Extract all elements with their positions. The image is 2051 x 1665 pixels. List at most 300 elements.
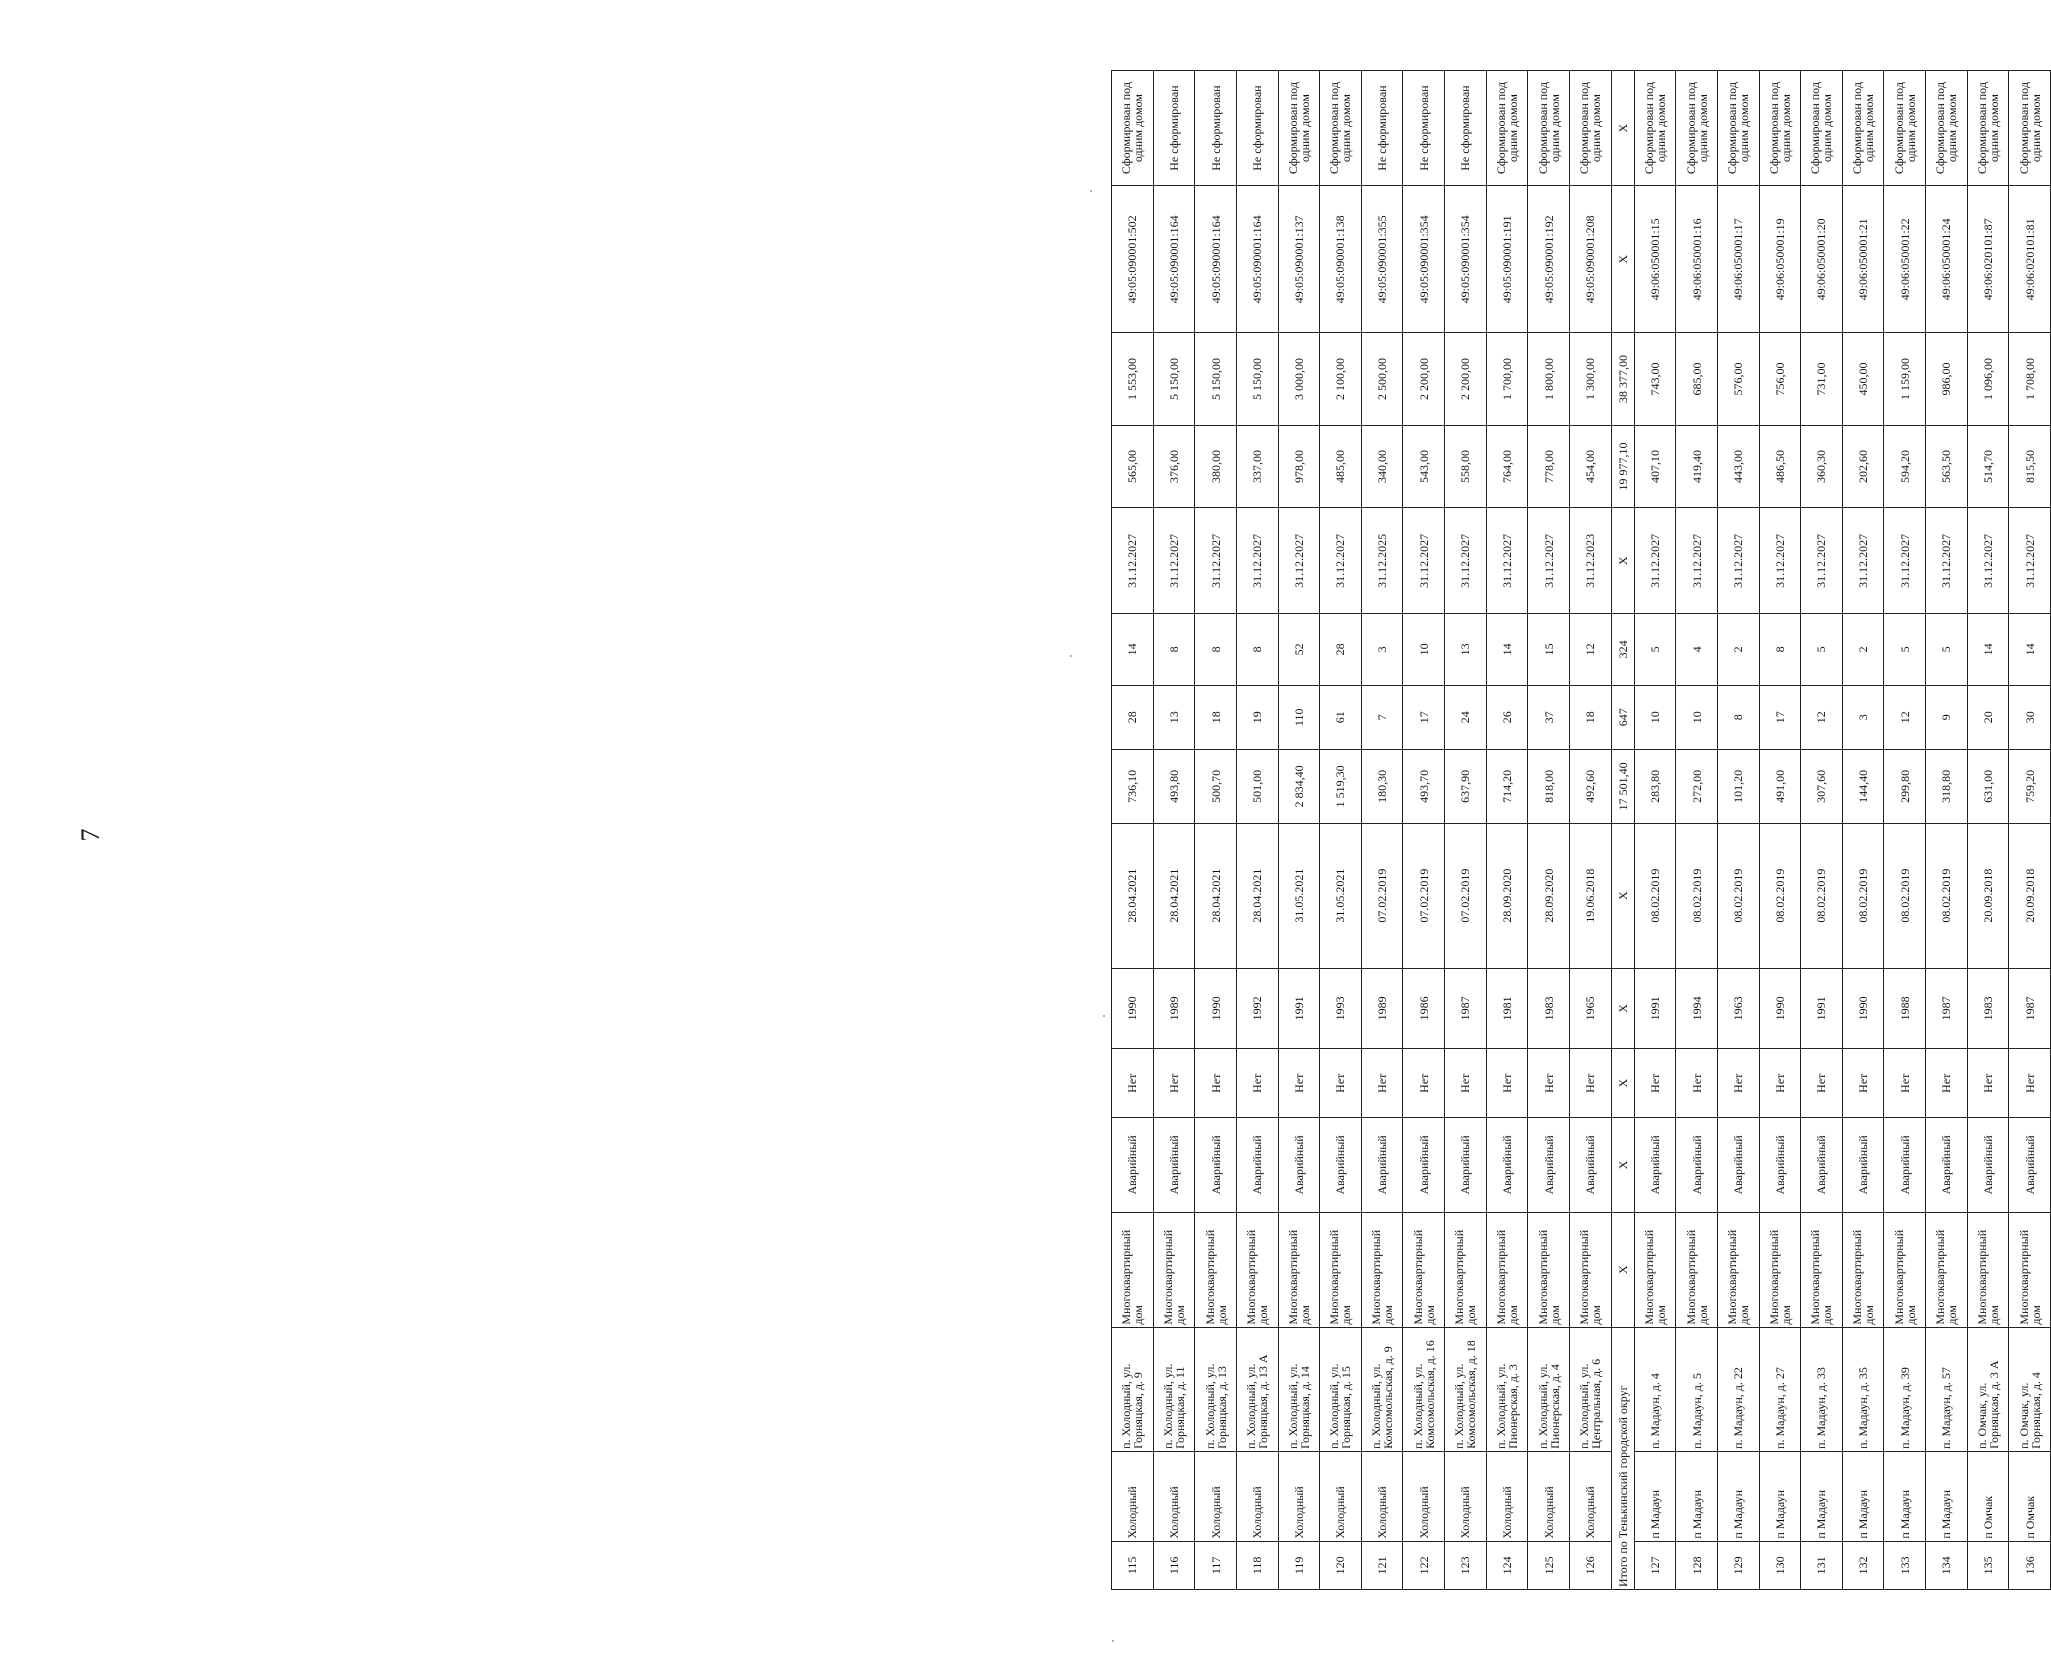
row-number-cell: 125	[1528, 1541, 1570, 1589]
plot-status-cell: Сформирован под одним домом	[1759, 71, 1801, 186]
area-cell: 492,60	[1569, 750, 1611, 824]
table-row	[1634, 71, 1676, 1590]
land-area-cell: 764,00	[1486, 425, 1528, 508]
resettlement-deadline-cell: 31.12.2027	[1634, 508, 1676, 614]
year-built-cell: 1990	[1759, 968, 1801, 1049]
cadastral-number-cell: 49:05:090001:137	[1278, 186, 1320, 333]
settlement-cell: Холодный	[1486, 1451, 1528, 1541]
resettlement-deadline-cell: 31.12.2027	[1967, 508, 2009, 614]
plot-status-cell: Не сформирован	[1195, 71, 1237, 186]
cadastral-number-cell: 49:05:090001:354	[1403, 186, 1445, 333]
year-built-cell: 1987	[1926, 968, 1968, 1049]
land-area-cell: 337,00	[1236, 425, 1278, 508]
apartments-cell: 5	[1884, 614, 1926, 685]
land-area-cell: 454,00	[1569, 425, 1611, 508]
table-row	[1195, 71, 1237, 1590]
cadastral-number-cell: 49:05:090001:164	[1236, 186, 1278, 333]
apartments-cell: 2	[1842, 614, 1884, 685]
recognition-date-cell: 08.02.2019	[1717, 823, 1759, 968]
resettlement-deadline-cell: 31.12.2027	[1926, 508, 1968, 614]
recognition-date-cell: 31.05.2021	[1278, 823, 1320, 968]
plot-status-cell: Не сформирован	[1153, 71, 1195, 186]
apartments-cell: 14	[2009, 614, 2051, 685]
row-number-cell: 135	[1967, 1541, 2009, 1589]
plot-area-cell: 1 553,00	[1112, 333, 1154, 425]
apartments-cell: 8	[1236, 614, 1278, 685]
address-cell: п. Мадаун, д. 4	[1634, 1327, 1676, 1451]
residents-cell: 19	[1236, 685, 1278, 749]
cadastral-number-cell: 49:06:050001:15	[1634, 186, 1676, 333]
scan-speck	[1112, 1640, 1114, 1642]
address-cell: п. Холодный, ул. Горняцкая, д. 13	[1195, 1327, 1237, 1451]
resettlement-deadline-cell: 31.12.2027	[1717, 508, 1759, 614]
plot-status-cell: Не сформирован	[1361, 71, 1403, 186]
land-area-cell: 558,00	[1445, 425, 1487, 508]
plot-status-cell: Сформирован под одним домом	[1278, 71, 1320, 186]
year-built-cell: 1988	[1884, 968, 1926, 1049]
condition-cell: Аварийный	[2009, 1118, 2051, 1212]
condition-cell: Аварийный	[1361, 1118, 1403, 1212]
area-cell: 491,00	[1759, 750, 1801, 824]
row-number-cell: 134	[1926, 1541, 1968, 1589]
total-label: Итого по Тенькинский городской округ	[1611, 1327, 1634, 1589]
area-cell: 736,10	[1112, 750, 1154, 824]
resettlement-deadline-cell: 31.12.2027	[1842, 508, 1884, 614]
plot-area-cell: 1 159,00	[1884, 333, 1926, 425]
total-land-area-cell: 19 977,10	[1611, 425, 1634, 508]
condition-cell: Аварийный	[1717, 1118, 1759, 1212]
building-type-cell: Многоквартирный дом	[1759, 1212, 1801, 1327]
year-built-cell: 1989	[1153, 968, 1195, 1049]
settlement-cell: п Мадаун	[1842, 1451, 1884, 1541]
recognition-date-cell: 28.04.2021	[1195, 823, 1237, 968]
year-built-cell: 1987	[2009, 968, 2051, 1049]
total-cadastral-number-cell: X	[1611, 186, 1634, 333]
residents-cell: 13	[1153, 685, 1195, 749]
is-monument-cell: Нет	[1967, 1049, 2009, 1118]
total-residents-cell: 647	[1611, 685, 1634, 749]
recognition-date-cell: 20.09.2018	[2009, 823, 2051, 968]
table-row	[1676, 71, 1718, 1590]
settlement-cell: п Мадаун	[1801, 1451, 1843, 1541]
recognition-date-cell: 07.02.2019	[1361, 823, 1403, 968]
condition-cell: Аварийный	[1926, 1118, 1968, 1212]
land-area-cell: 419,40	[1676, 425, 1718, 508]
address-cell: п. Мадаун, д. 27	[1759, 1327, 1801, 1451]
year-built-cell: 1994	[1676, 968, 1718, 1049]
plot-area-cell: 3 000,00	[1278, 333, 1320, 425]
apartments-cell: 12	[1569, 614, 1611, 685]
land-area-cell: 407,10	[1634, 425, 1676, 508]
condition-cell: Аварийный	[1236, 1118, 1278, 1212]
residents-cell: 26	[1486, 685, 1528, 749]
land-area-cell: 543,00	[1403, 425, 1445, 508]
plot-area-cell: 2 100,00	[1320, 333, 1362, 425]
building-type-cell: Многоквартирный дом	[1320, 1212, 1362, 1327]
scan-speck	[1090, 190, 1092, 192]
recognition-date-cell: 28.09.2020	[1528, 823, 1570, 968]
residents-cell: 12	[1801, 685, 1843, 749]
cadastral-number-cell: 49:06:050001:22	[1884, 186, 1926, 333]
total-condition-cell: X	[1611, 1118, 1634, 1212]
recognition-date-cell: 08.02.2019	[1759, 823, 1801, 968]
address-cell: п. Холодный, ул. Комсомольская, д. 16	[1403, 1327, 1445, 1451]
plot-area-cell: 685,00	[1676, 333, 1718, 425]
address-cell: п. Мадаун, д. 5	[1676, 1327, 1718, 1451]
recognition-date-cell: 07.02.2019	[1445, 823, 1487, 968]
address-cell: п. Холодный, ул. Горняцкая, д. 11	[1153, 1327, 1195, 1451]
land-area-cell: 486,50	[1759, 425, 1801, 508]
recognition-date-cell: 08.02.2019	[1801, 823, 1843, 968]
plot-status-cell: Не сформирован	[1236, 71, 1278, 186]
plot-status-cell: Сформирован под одним домом	[1112, 71, 1154, 186]
year-built-cell: 1990	[1195, 968, 1237, 1049]
table-row	[1278, 71, 1320, 1590]
is-monument-cell: Нет	[1361, 1049, 1403, 1118]
year-built-cell: 1986	[1403, 968, 1445, 1049]
cadastral-number-cell: 49:06:050001:21	[1842, 186, 1884, 333]
condition-cell: Аварийный	[1759, 1118, 1801, 1212]
residents-cell: 17	[1759, 685, 1801, 749]
row-number-cell: 130	[1759, 1541, 1801, 1589]
row-number-cell: 118	[1236, 1541, 1278, 1589]
apartments-cell: 10	[1403, 614, 1445, 685]
building-type-cell: Многоквартирный дом	[1112, 1212, 1154, 1327]
table-row	[1445, 71, 1487, 1590]
is-monument-cell: Нет	[1278, 1049, 1320, 1118]
resettlement-deadline-cell: 31.12.2027	[1320, 508, 1362, 614]
recognition-date-cell: 08.02.2019	[1926, 823, 1968, 968]
year-built-cell: 1983	[1967, 968, 2009, 1049]
apartments-cell: 14	[1967, 614, 2009, 685]
address-cell: п. Холодный, ул. Комсомольская, д. 9	[1361, 1327, 1403, 1451]
plot-area-cell: 2 200,00	[1445, 333, 1487, 425]
year-built-cell: 1991	[1634, 968, 1676, 1049]
resettlement-deadline-cell: 31.12.2027	[1278, 508, 1320, 614]
building-type-cell: Многоквартирный дом	[1445, 1212, 1487, 1327]
building-type-cell: Многоквартирный дом	[1634, 1212, 1676, 1327]
land-area-cell: 514,70	[1967, 425, 2009, 508]
address-cell: п. Мадаун, д. 39	[1884, 1327, 1926, 1451]
apartments-cell: 13	[1445, 614, 1487, 685]
area-cell: 318,80	[1926, 750, 1968, 824]
plot-area-cell: 731,00	[1801, 333, 1843, 425]
building-type-cell: Многоквартирный дом	[1842, 1212, 1884, 1327]
table-row	[1967, 71, 2009, 1590]
resettlement-deadline-cell: 31.12.2023	[1569, 508, 1611, 614]
plot-area-cell: 1 700,00	[1486, 333, 1528, 425]
residents-cell: 7	[1361, 685, 1403, 749]
plot-area-cell: 756,00	[1759, 333, 1801, 425]
land-area-cell: 380,00	[1195, 425, 1237, 508]
recognition-date-cell: 28.04.2021	[1112, 823, 1154, 968]
is-monument-cell: Нет	[1195, 1049, 1237, 1118]
page-number: 7	[76, 828, 105, 842]
is-monument-cell: Нет	[1801, 1049, 1843, 1118]
area-cell: 818,00	[1528, 750, 1570, 824]
recognition-date-cell: 28.04.2021	[1236, 823, 1278, 968]
area-cell: 493,70	[1403, 750, 1445, 824]
year-built-cell: 1992	[1236, 968, 1278, 1049]
cadastral-number-cell: 49:05:090001:192	[1528, 186, 1570, 333]
cadastral-number-cell: 49:06:050001:16	[1676, 186, 1718, 333]
total-building-type-cell: X	[1611, 1212, 1634, 1327]
table-row	[1801, 71, 1843, 1590]
is-monument-cell: Нет	[1759, 1049, 1801, 1118]
cadastral-number-cell: 49:05:090001:138	[1320, 186, 1362, 333]
residents-cell: 8	[1717, 685, 1759, 749]
recognition-date-cell: 31.05.2021	[1320, 823, 1362, 968]
residents-cell: 61	[1320, 685, 1362, 749]
recognition-date-cell: 28.04.2021	[1153, 823, 1195, 968]
table-row	[1528, 71, 1570, 1590]
plot-status-cell: Не сформирован	[1403, 71, 1445, 186]
is-monument-cell: Нет	[1926, 1049, 1968, 1118]
residents-cell: 20	[1967, 685, 2009, 749]
area-cell: 2 834,40	[1278, 750, 1320, 824]
recognition-date-cell: 08.02.2019	[1842, 823, 1884, 968]
area-cell: 272,00	[1676, 750, 1718, 824]
condition-cell: Аварийный	[1634, 1118, 1676, 1212]
building-type-cell: Многоквартирный дом	[2009, 1212, 2051, 1327]
cadastral-number-cell: 49:06:050001:24	[1926, 186, 1968, 333]
residents-cell: 3	[1842, 685, 1884, 749]
settlement-cell: Холодный	[1361, 1451, 1403, 1541]
year-built-cell: 1990	[1112, 968, 1154, 1049]
area-cell: 101,20	[1717, 750, 1759, 824]
residents-cell: 24	[1445, 685, 1487, 749]
row-number-cell: 119	[1278, 1541, 1320, 1589]
is-monument-cell: Нет	[1528, 1049, 1570, 1118]
cadastral-number-cell: 49:05:090001:191	[1486, 186, 1528, 333]
row-number-cell: 120	[1320, 1541, 1362, 1589]
resettlement-deadline-cell: 31.12.2027	[1403, 508, 1445, 614]
settlement-cell: Холодный	[1403, 1451, 1445, 1541]
area-cell: 637,90	[1445, 750, 1487, 824]
condition-cell: Аварийный	[1528, 1118, 1570, 1212]
resettlement-deadline-cell: 31.12.2027	[1884, 508, 1926, 614]
plot-area-cell: 1 800,00	[1528, 333, 1570, 425]
building-type-cell: Многоквартирный дом	[1926, 1212, 1968, 1327]
cadastral-number-cell: 49:06:050001:17	[1717, 186, 1759, 333]
condition-cell: Аварийный	[1569, 1118, 1611, 1212]
year-built-cell: 1990	[1842, 968, 1884, 1049]
scan-speck	[1103, 1015, 1105, 1017]
residents-cell: 10	[1634, 685, 1676, 749]
is-monument-cell: Нет	[1445, 1049, 1487, 1118]
is-monument-cell: Нет	[1236, 1049, 1278, 1118]
resettlement-deadline-cell: 31.12.2027	[1759, 508, 1801, 614]
apartments-cell: 52	[1278, 614, 1320, 685]
residents-cell: 17	[1403, 685, 1445, 749]
plot-area-cell: 5 150,00	[1195, 333, 1237, 425]
residents-cell: 110	[1278, 685, 1320, 749]
year-built-cell: 1993	[1320, 968, 1362, 1049]
apartments-cell: 5	[1634, 614, 1676, 685]
building-type-cell: Многоквартирный дом	[1153, 1212, 1195, 1327]
plot-area-cell: 576,00	[1717, 333, 1759, 425]
area-cell: 1 519,30	[1320, 750, 1362, 824]
land-area-cell: 594,20	[1884, 425, 1926, 508]
table-row	[1486, 71, 1528, 1590]
table-row	[1361, 71, 1403, 1590]
area-cell: 283,80	[1634, 750, 1676, 824]
resettlement-deadline-cell: 31.12.2027	[1486, 508, 1528, 614]
is-monument-cell: Нет	[1320, 1049, 1362, 1118]
land-area-cell: 340,00	[1361, 425, 1403, 508]
row-number-cell: 132	[1842, 1541, 1884, 1589]
address-cell: п. Холодный, ул. Комсомольская, д. 18	[1445, 1327, 1487, 1451]
year-built-cell: 1983	[1528, 968, 1570, 1049]
table-row	[1842, 71, 1884, 1590]
is-monument-cell: Нет	[1634, 1049, 1676, 1118]
condition-cell: Аварийный	[1153, 1118, 1195, 1212]
row-number-cell: 116	[1153, 1541, 1195, 1589]
condition-cell: Аварийный	[1195, 1118, 1237, 1212]
rotated-table-frame	[1111, 70, 2051, 1590]
plot-status-cell: Сформирован под одним домом	[1926, 71, 1968, 186]
plot-status-cell: Не сформирован	[1445, 71, 1487, 186]
recognition-date-cell: 08.02.2019	[1676, 823, 1718, 968]
residents-cell: 18	[1195, 685, 1237, 749]
address-cell: п. Холодный, ул. Горняцкая, д. 14	[1278, 1327, 1320, 1451]
condition-cell: Аварийный	[1842, 1118, 1884, 1212]
recognition-date-cell: 08.02.2019	[1884, 823, 1926, 968]
table-row	[1884, 71, 1926, 1590]
settlement-cell: Холодный	[1528, 1451, 1570, 1541]
area-cell: 759,20	[2009, 750, 2051, 824]
plot-status-cell: Сформирован под одним домом	[1884, 71, 1926, 186]
table-row	[1717, 71, 1759, 1590]
area-cell: 500,70	[1195, 750, 1237, 824]
settlement-cell: п Мадаун	[1926, 1451, 1968, 1541]
plot-area-cell: 1 300,00	[1569, 333, 1611, 425]
address-cell: п. Холодный, ул. Пионерская, д. 3	[1486, 1327, 1528, 1451]
address-cell: п. Мадаун, д. 57	[1926, 1327, 1968, 1451]
apartments-cell: 14	[1486, 614, 1528, 685]
resettlement-deadline-cell: 31.12.2025	[1361, 508, 1403, 614]
year-built-cell: 1965	[1569, 968, 1611, 1049]
apartments-cell: 8	[1195, 614, 1237, 685]
settlement-cell: п Омчак	[2009, 1451, 2051, 1541]
settlement-cell: Холодный	[1278, 1451, 1320, 1541]
area-cell: 144,40	[1842, 750, 1884, 824]
resettlement-deadline-cell: 31.12.2027	[2009, 508, 2051, 614]
plot-status-cell: Сформирован под одним домом	[1842, 71, 1884, 186]
land-area-cell: 815,50	[2009, 425, 2051, 508]
settlement-cell: Холодный	[1112, 1451, 1154, 1541]
recognition-date-cell: 08.02.2019	[1634, 823, 1676, 968]
land-area-cell: 978,00	[1278, 425, 1320, 508]
plot-status-cell: Сформирован под одним домом	[1634, 71, 1676, 186]
total-is-monument-cell: X	[1611, 1049, 1634, 1118]
condition-cell: Аварийный	[1278, 1118, 1320, 1212]
recognition-date-cell: 07.02.2019	[1403, 823, 1445, 968]
resettlement-deadline-cell: 31.12.2027	[1236, 508, 1278, 614]
settlement-cell: Холодный	[1195, 1451, 1237, 1541]
area-cell: 493,80	[1153, 750, 1195, 824]
year-built-cell: 1991	[1278, 968, 1320, 1049]
total-apartments-cell: 324	[1611, 614, 1634, 685]
land-area-cell: 360,30	[1801, 425, 1843, 508]
cadastral-number-cell: 49:05:090001:354	[1445, 186, 1487, 333]
total-year-built-cell: X	[1611, 968, 1634, 1049]
resettlement-deadline-cell: 31.12.2027	[1528, 508, 1570, 614]
row-number-cell: 124	[1486, 1541, 1528, 1589]
year-built-cell: 1963	[1717, 968, 1759, 1049]
table-row	[1112, 71, 1154, 1590]
condition-cell: Аварийный	[1112, 1118, 1154, 1212]
apartments-cell: 8	[1153, 614, 1195, 685]
settlement-cell: Холодный	[1153, 1451, 1195, 1541]
land-area-cell: 202,60	[1842, 425, 1884, 508]
resettlement-deadline-cell: 31.12.2027	[1195, 508, 1237, 614]
condition-cell: Аварийный	[1967, 1118, 2009, 1212]
row-number-cell: 131	[1801, 1541, 1843, 1589]
plot-status-cell: Сформирован под одним домом	[1569, 71, 1611, 186]
recognition-date-cell: 28.09.2020	[1486, 823, 1528, 968]
cadastral-number-cell: 49:06:050001:20	[1801, 186, 1843, 333]
row-number-cell: 133	[1884, 1541, 1926, 1589]
plot-area-cell: 5 150,00	[1236, 333, 1278, 425]
is-monument-cell: Нет	[1884, 1049, 1926, 1118]
table-row	[1926, 71, 1968, 1590]
plot-status-cell: Сформирован под одним домом	[1320, 71, 1362, 186]
building-type-cell: Многоквартирный дом	[1717, 1212, 1759, 1327]
is-monument-cell: Нет	[2009, 1049, 2051, 1118]
settlement-cell: п Мадаун	[1676, 1451, 1718, 1541]
is-monument-cell: Нет	[1842, 1049, 1884, 1118]
total-recognition-date-cell: X	[1611, 823, 1634, 968]
building-type-cell: Многоквартирный дом	[1676, 1212, 1718, 1327]
condition-cell: Аварийный	[1486, 1118, 1528, 1212]
settlement-cell: Холодный	[1569, 1451, 1611, 1541]
year-built-cell: 1981	[1486, 968, 1528, 1049]
plot-status-cell: Сформирован под одним домом	[1801, 71, 1843, 186]
building-type-cell: Многоквартирный дом	[1403, 1212, 1445, 1327]
plot-status-cell: Сформирован под одним домом	[1717, 71, 1759, 186]
is-monument-cell: Нет	[1486, 1049, 1528, 1118]
total-plot-area-cell: 38 377,00	[1611, 333, 1634, 425]
settlement-cell: Холодный	[1236, 1451, 1278, 1541]
table-row	[1236, 71, 1278, 1590]
row-number-cell: 127	[1634, 1541, 1676, 1589]
resettlement-deadline-cell: 31.12.2027	[1801, 508, 1843, 614]
plot-status-cell: Сформирован под одним домом	[1676, 71, 1718, 186]
residents-cell: 28	[1112, 685, 1154, 749]
plot-area-cell: 2 200,00	[1403, 333, 1445, 425]
area-cell: 299,80	[1884, 750, 1926, 824]
apartments-cell: 15	[1528, 614, 1570, 685]
year-built-cell: 1987	[1445, 968, 1487, 1049]
cadastral-number-cell: 49:06:020101:87	[1967, 186, 2009, 333]
building-type-cell: Многоквартирный дом	[1967, 1212, 2009, 1327]
row-number-cell: 123	[1445, 1541, 1487, 1589]
table-row	[1153, 71, 1195, 1590]
condition-cell: Аварийный	[1445, 1118, 1487, 1212]
housing-table	[1111, 70, 2051, 1590]
address-cell: п. Мадаун, д. 35	[1842, 1327, 1884, 1451]
address-cell: п. Холодный, ул. Центральная, д. 6	[1569, 1327, 1611, 1451]
year-built-cell: 1989	[1361, 968, 1403, 1049]
plot-area-cell: 450,00	[1842, 333, 1884, 425]
settlement-cell: п Мадаун	[1717, 1451, 1759, 1541]
apartments-cell: 4	[1676, 614, 1718, 685]
is-monument-cell: Нет	[1569, 1049, 1611, 1118]
building-type-cell: Многоквартирный дом	[1486, 1212, 1528, 1327]
resettlement-deadline-cell: 31.12.2027	[1445, 508, 1487, 614]
plot-area-cell: 2 500,00	[1361, 333, 1403, 425]
